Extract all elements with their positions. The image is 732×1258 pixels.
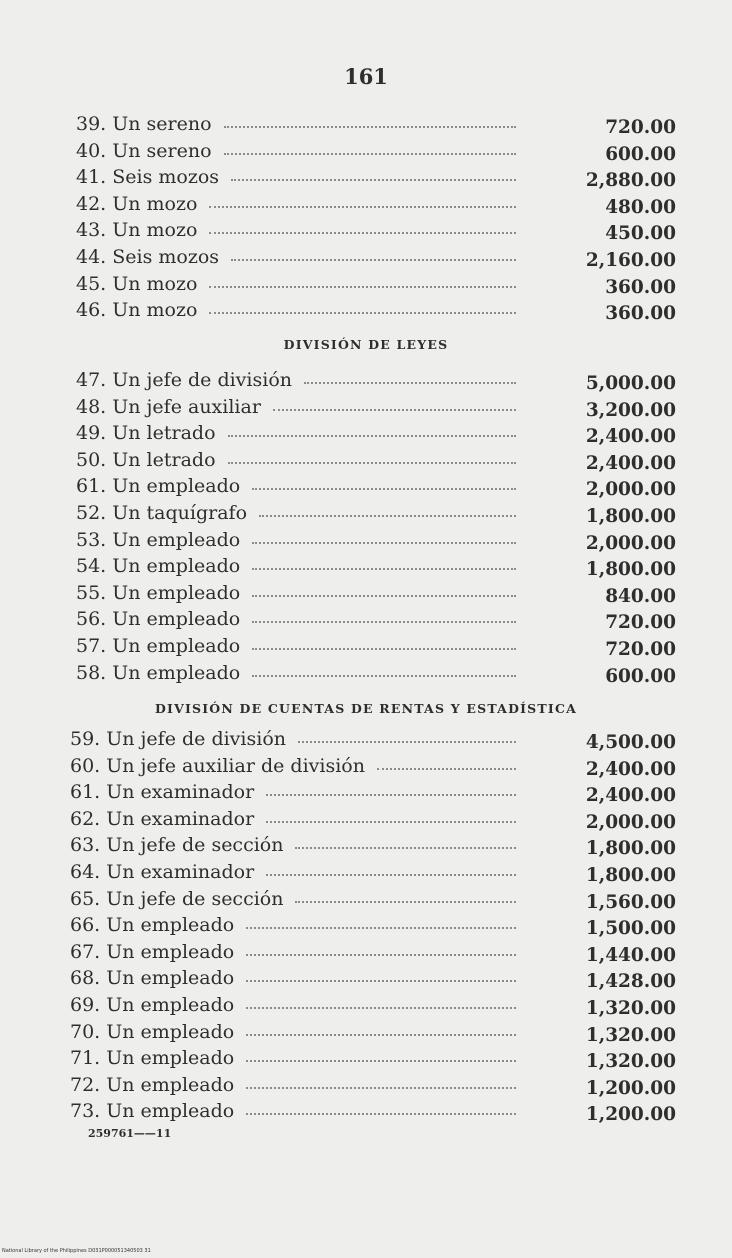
table-row bbox=[0, 606, 732, 633]
dot-leader bbox=[252, 542, 516, 544]
dot-leader bbox=[377, 768, 516, 770]
table-row bbox=[0, 886, 732, 913]
dot-leader bbox=[246, 927, 516, 929]
table-row bbox=[0, 779, 732, 806]
dot-leader bbox=[246, 980, 516, 982]
item-amount: 1,440.00 bbox=[585, 944, 676, 966]
item-label: 53. Un empleado bbox=[76, 528, 241, 551]
item-label: 61. Un examinador bbox=[70, 781, 255, 804]
table-row bbox=[0, 753, 732, 780]
heading-division-de-leyes: DIVISIÓN DE LEYES bbox=[283, 337, 449, 352]
table-row bbox=[0, 806, 732, 833]
dot-leader bbox=[273, 409, 516, 411]
item-label: 66. Un empleado bbox=[70, 914, 235, 937]
dot-leader bbox=[295, 901, 516, 903]
item-label: 73. Un empleado bbox=[70, 1100, 235, 1123]
dot-leader bbox=[231, 179, 516, 181]
dot-leader bbox=[259, 515, 516, 517]
item-label: 41. Seis mozos bbox=[76, 166, 220, 189]
table-row bbox=[0, 473, 732, 500]
item-label: 62. Un examinador bbox=[70, 807, 255, 830]
dot-leader bbox=[266, 794, 516, 796]
dot-leader bbox=[266, 821, 516, 823]
item-label: 49. Un letrado bbox=[76, 422, 216, 445]
staff-list-division-leyes bbox=[0, 367, 732, 686]
item-label: 54. Un empleado bbox=[76, 555, 241, 578]
dot-leader bbox=[246, 954, 516, 956]
dot-leader bbox=[231, 259, 516, 261]
dot-leader bbox=[246, 1060, 516, 1062]
dot-leader bbox=[209, 286, 516, 288]
item-label: 40. Un sereno bbox=[76, 139, 212, 162]
dot-leader bbox=[209, 206, 516, 208]
item-amount: 2,000.00 bbox=[585, 532, 676, 554]
item-amount: 2,000.00 bbox=[585, 479, 676, 501]
item-label: 59. Un jefe de división bbox=[70, 728, 286, 750]
table-row bbox=[0, 832, 732, 859]
table-row bbox=[0, 859, 732, 886]
table-row bbox=[0, 447, 732, 474]
table-row bbox=[0, 164, 732, 191]
dot-leader bbox=[209, 312, 516, 314]
dot-leader bbox=[228, 462, 516, 464]
dot-leader bbox=[209, 232, 516, 234]
item-label: 56. Un empleado bbox=[76, 608, 241, 631]
item-label: 50. Un letrado bbox=[76, 448, 216, 471]
item-label: 70. Un empleado bbox=[70, 1020, 235, 1043]
dot-leader bbox=[246, 1113, 516, 1115]
item-amount: 3,200.00 bbox=[585, 399, 676, 421]
table-row bbox=[0, 939, 732, 966]
item-amount: 600.00 bbox=[605, 143, 676, 165]
dot-leader bbox=[304, 382, 516, 384]
dot-leader bbox=[252, 648, 516, 650]
item-label: 57. Un empleado bbox=[76, 634, 241, 657]
table-row bbox=[0, 553, 732, 580]
item-label: 71. Un empleado bbox=[70, 1047, 235, 1070]
item-label: 63. Un jefe de sección bbox=[70, 834, 284, 857]
dot-leader bbox=[266, 874, 516, 876]
item-amount: 2,160.00 bbox=[585, 249, 676, 271]
item-amount: 1,320.00 bbox=[585, 1051, 676, 1073]
table-row bbox=[0, 633, 732, 660]
item-amount: 1,320.00 bbox=[585, 997, 676, 1019]
item-label: 44. Seis mozos bbox=[76, 245, 220, 268]
table-row bbox=[0, 367, 732, 394]
item-amount: 1,200.00 bbox=[585, 1077, 676, 1099]
item-amount: 840.00 bbox=[605, 585, 676, 607]
dot-leader bbox=[246, 1087, 516, 1089]
table-row bbox=[0, 217, 732, 244]
dot-leader bbox=[224, 126, 516, 128]
item-label: 55. Un empleado bbox=[76, 581, 241, 604]
item-amount: 600.00 bbox=[605, 665, 676, 687]
table-row bbox=[0, 1019, 732, 1046]
item-amount: 4,500.00 bbox=[585, 732, 676, 753]
item-amount: 1,800.00 bbox=[585, 559, 676, 581]
table-row bbox=[0, 500, 732, 527]
table-row bbox=[0, 394, 732, 421]
dot-leader bbox=[246, 1034, 516, 1036]
item-amount: 1,800.00 bbox=[585, 505, 676, 527]
table-row bbox=[0, 1045, 732, 1072]
heading-division-de-cuentas: DIVISIÓN DE CUENTAS DE RENTAS Y ESTADÍSTICA bbox=[154, 701, 577, 716]
table-row bbox=[0, 244, 732, 271]
dot-leader bbox=[252, 621, 516, 623]
table-row bbox=[0, 297, 732, 324]
item-amount: 2,000.00 bbox=[585, 811, 676, 833]
item-amount: 1,800.00 bbox=[585, 864, 676, 886]
page-number: 161 bbox=[344, 64, 388, 89]
library-credit: National Library of the Philippines D031P000051340503 31 bbox=[2, 1248, 151, 1254]
item-label: 46. Un mozo bbox=[76, 299, 198, 322]
item-amount: 360.00 bbox=[605, 303, 676, 325]
table-row bbox=[0, 138, 732, 165]
table-row bbox=[0, 271, 732, 298]
table-row bbox=[0, 965, 732, 992]
table-row bbox=[0, 912, 732, 939]
item-label: 72. Un empleado bbox=[70, 1073, 235, 1096]
table-row bbox=[0, 111, 732, 138]
item-label: 69. Un empleado bbox=[70, 993, 235, 1016]
item-amount: 480.00 bbox=[605, 196, 676, 218]
item-label: 58. Un empleado bbox=[76, 661, 241, 684]
item-label: 61. Un empleado bbox=[76, 475, 241, 498]
item-amount: 1,428.00 bbox=[585, 971, 676, 993]
item-label: 68. Un empleado bbox=[70, 967, 235, 990]
item-amount: 1,800.00 bbox=[585, 838, 676, 860]
item-amount: 1,320.00 bbox=[585, 1024, 676, 1046]
item-label: 65. Un jefe de sección bbox=[70, 887, 284, 910]
item-amount: 2,400.00 bbox=[585, 758, 676, 780]
item-label: 39. Un sereno bbox=[76, 113, 212, 135]
item-label: 64. Un examinador bbox=[70, 860, 255, 883]
dot-leader bbox=[252, 595, 516, 597]
item-label: 52. Un taquígrafo bbox=[76, 501, 248, 524]
dot-leader bbox=[252, 675, 516, 677]
item-amount: 1,560.00 bbox=[585, 891, 676, 913]
item-amount: 720.00 bbox=[605, 612, 676, 634]
item-amount: 2,400.00 bbox=[585, 452, 676, 474]
table-row bbox=[0, 580, 732, 607]
footer-code: 259761——11 bbox=[88, 1127, 172, 1140]
item-label: 43. Un mozo bbox=[76, 219, 198, 242]
item-amount: 2,400.00 bbox=[585, 785, 676, 807]
item-amount: 1,200.00 bbox=[585, 1104, 676, 1126]
item-amount: 2,880.00 bbox=[585, 170, 676, 192]
item-label: 45. Un mozo bbox=[76, 272, 198, 295]
item-label: 48. Un jefe auxiliar bbox=[76, 395, 261, 418]
item-label: 60. Un jefe auxiliar de división bbox=[70, 754, 365, 777]
item-label: 67. Un empleado bbox=[70, 940, 235, 963]
item-amount: 720.00 bbox=[605, 117, 676, 138]
dot-leader bbox=[252, 488, 516, 490]
item-amount: 2,400.00 bbox=[585, 426, 676, 448]
item-label: 47. Un jefe de división bbox=[76, 369, 292, 391]
table-row bbox=[0, 527, 732, 554]
dot-leader bbox=[252, 568, 516, 570]
item-amount: 5,000.00 bbox=[585, 373, 676, 394]
item-label: 42. Un mozo bbox=[76, 192, 198, 215]
table-row bbox=[0, 420, 732, 447]
table-row bbox=[0, 726, 732, 753]
table-row bbox=[0, 191, 732, 218]
dot-leader bbox=[298, 741, 516, 743]
dot-leader bbox=[228, 435, 516, 437]
dot-leader bbox=[224, 153, 516, 155]
item-amount: 720.00 bbox=[605, 638, 676, 660]
item-amount: 1,500.00 bbox=[585, 918, 676, 940]
table-row bbox=[0, 1098, 732, 1125]
table-row bbox=[0, 992, 732, 1019]
staff-list-division-cuentas bbox=[0, 726, 732, 1125]
staff-list-group-1 bbox=[0, 111, 732, 324]
item-amount: 360.00 bbox=[605, 276, 676, 298]
item-amount: 450.00 bbox=[605, 223, 676, 245]
table-row bbox=[0, 1072, 732, 1099]
table-row bbox=[0, 660, 732, 687]
dot-leader bbox=[246, 1007, 516, 1009]
dot-leader bbox=[295, 847, 516, 849]
